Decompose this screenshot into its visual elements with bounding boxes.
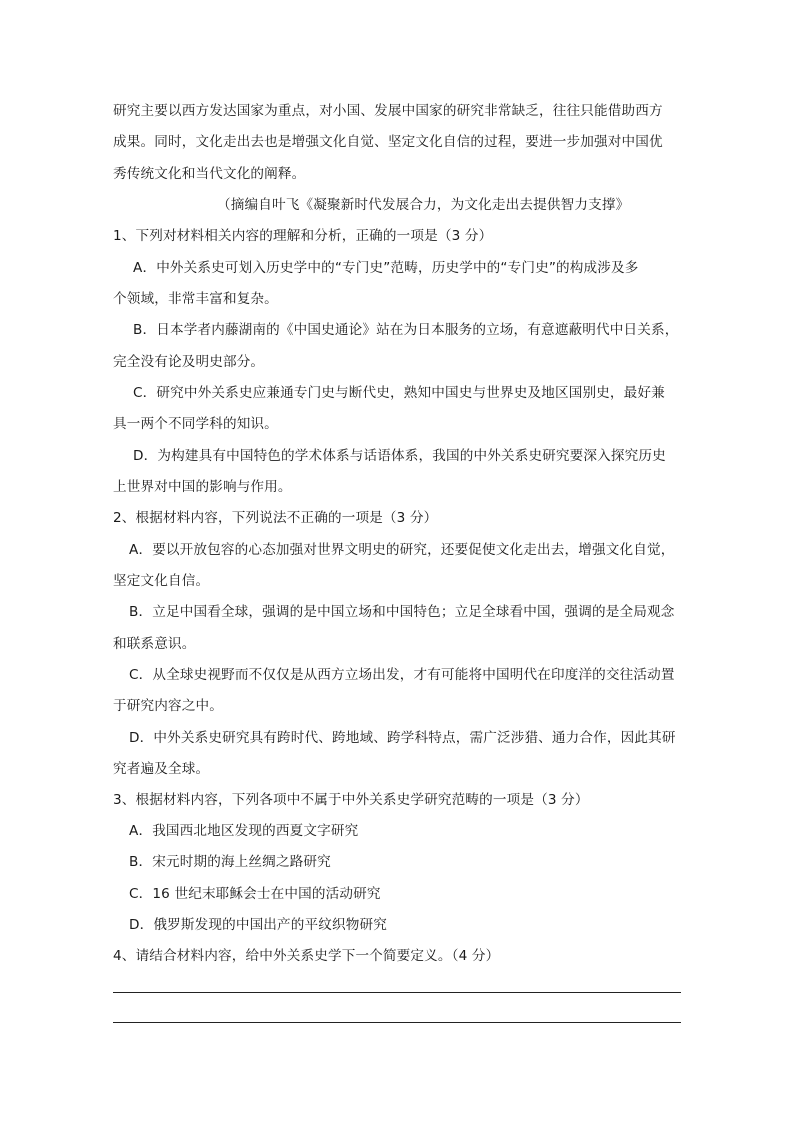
question-2-stem: 2、根据材料内容，下列说法不正确的一项是（3 分）: [113, 510, 438, 526]
passage-line-2: 成果。同时，文化走出去也是增强文化自觉、坚定文化自信的过程，要进一步加强对中国优: [113, 134, 663, 150]
question-1-option-d-line-2: 上世界对中国的影响与作用。: [113, 479, 292, 495]
question-2-option-d-line-1: D．中外关系史研究具有跨时代、跨地域、跨学科特点，需广泛涉猎、通力合作，因此其研: [129, 730, 676, 746]
question-3-option-d: D．俄罗斯发现的中国出产的平纹织物研究: [129, 917, 388, 933]
question-3-stem: 3、根据材料内容，下列各项中不属于中外关系史学研究范畴的一项是（3 分）: [113, 792, 589, 808]
question-2-option-a-line-1: A．要以开放包容的心态加强对世界文明史的研究，还要促使文化走出去，增强文化自觉，: [129, 542, 675, 558]
question-2-option-c-line-1: C．从全球史视野而不仅仅是从西方立场出发，才有可能将中国明代在印度洋的交往活动置: [129, 667, 675, 683]
question-1-option-b-line-1: B．日本学者内藤湖南的《中国史通论》站在为日本服务的立场，有意遮蔽明代中日关系，: [133, 322, 679, 338]
question-1-option-c-line-1: C．研究中外关系史应兼通专门史与断代史，熟知中国史与世界史及地区国别史，最好兼: [133, 385, 665, 401]
question-1-option-a-line-2: 个领域，非常丰富和复杂。: [113, 291, 278, 307]
question-1-option-d-line-1: D．为构建具有中国特色的学术体系与话语体系，我国的中外关系史研究要深入探究历史: [133, 448, 666, 464]
question-4-stem: 4、请结合材料内容，给中外关系史学下一个简要定义。（4 分）: [113, 948, 500, 964]
question-3-option-c: C．16 世纪末耶稣会士在中国的活动研究: [129, 886, 381, 902]
question-2-option-b-line-1: B．立足中国看全球，强调的是中国立场和中国特色；立足全球看中国，强调的是全局观念: [129, 604, 675, 620]
question-3-option-a: A．我国西北地区发现的西夏文字研究: [129, 823, 359, 839]
passage-source: （摘编自叶飞《凝聚新时代发展合力，为文化走出去提供智力支撑》: [217, 197, 630, 213]
question-2-option-b-line-2: 和联系意识。: [113, 636, 196, 652]
answer-line-2[interactable]: [113, 1022, 681, 1023]
question-1-stem: 1、下列对材料相关内容的理解和分析，正确的一项是（3 分）: [113, 228, 493, 244]
question-3-option-b: B．宋元时期的海上丝绸之路研究: [129, 854, 331, 870]
question-2-option-a-line-2: 坚定文化自信。: [113, 573, 210, 589]
passage-line-3: 秀传统文化和当代文化的阐释。: [113, 166, 306, 182]
question-2-option-c-line-2: 于研究内容之中。: [113, 698, 223, 714]
question-1-option-b-line-2: 完全没有论及明史部分。: [113, 354, 265, 370]
question-1-option-c-line-2: 具一两个不同学科的知识。: [113, 416, 278, 432]
question-2-option-d-line-2: 究者遍及全球。: [113, 761, 210, 777]
answer-line-1[interactable]: [113, 992, 681, 993]
passage-line-1: 研究主要以西方发达国家为重点，对小国、发展中国家的研究非常缺乏，往往只能借助西方: [113, 103, 663, 119]
question-1-option-a-line-1: A．中外关系史可划入历史学中的“专门史”范畴，历史学中的“专门史”的构成涉及多: [133, 260, 639, 276]
